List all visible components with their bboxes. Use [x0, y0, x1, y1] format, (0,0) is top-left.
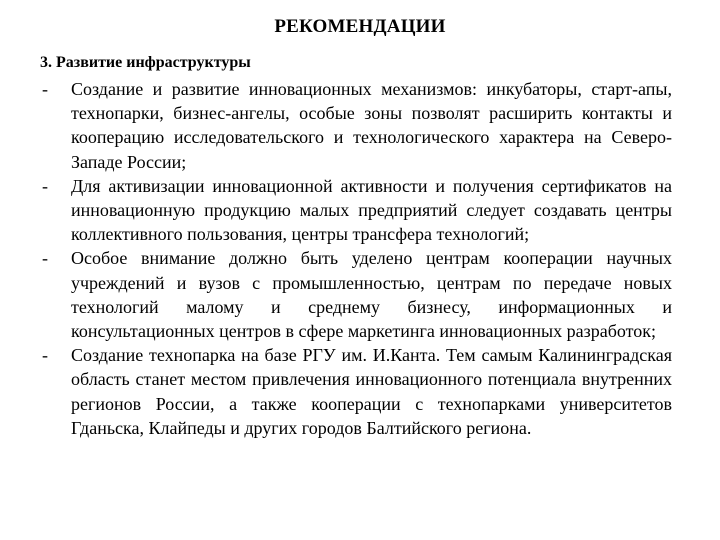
- page-title: РЕКОМЕНДАЦИИ: [274, 16, 446, 37]
- bullet-dash: -: [42, 345, 48, 366]
- list-item-text: Особое внимание должно быть уделено центрам кооперации научных учреждений и вузов с промышленностью, центрам по передаче новых технологий малому и среднему бизнесу, информационных и консультационных центров в сфере маркетинга инновационных разработок;: [71, 248, 672, 342]
- list-item-text: Для активизации инновационной активности и получения сертификатов на инновационную продукцию малых предприятий следует создавать центры коллективного пользования, центры трансфера технологий;: [71, 175, 672, 245]
- recommendation-list: [40, 77, 672, 440]
- list-item: [40, 174, 672, 247]
- list-item: [40, 77, 672, 174]
- bullet-dash: -: [42, 79, 48, 99]
- list-item-text: Создание технопарка на базе РГУ им. И.Канта. Тем самым Калининградская область станет местом привлечения инновационного потенциала внутренних регионов России, а также кооперации с технопарками университетов Гданьска, Клайпеды и других городов Балтийского региона.: [71, 345, 672, 438]
- list-item-text: Создание и развитие инновационных механизмов: инкубаторы, старт-апы, технопарки, бизнес-ангелы, особые зоны позволят расширить контакты и кооперацию исследовательского и технологического характера на Северо-Западе России;: [71, 79, 672, 172]
- list-item: [40, 343, 672, 440]
- section-heading: 3. Развитие инфраструктуры: [40, 54, 251, 71]
- bullet-dash: -: [42, 175, 48, 196]
- bullet-dash: -: [42, 248, 48, 269]
- list-item: [40, 246, 672, 343]
